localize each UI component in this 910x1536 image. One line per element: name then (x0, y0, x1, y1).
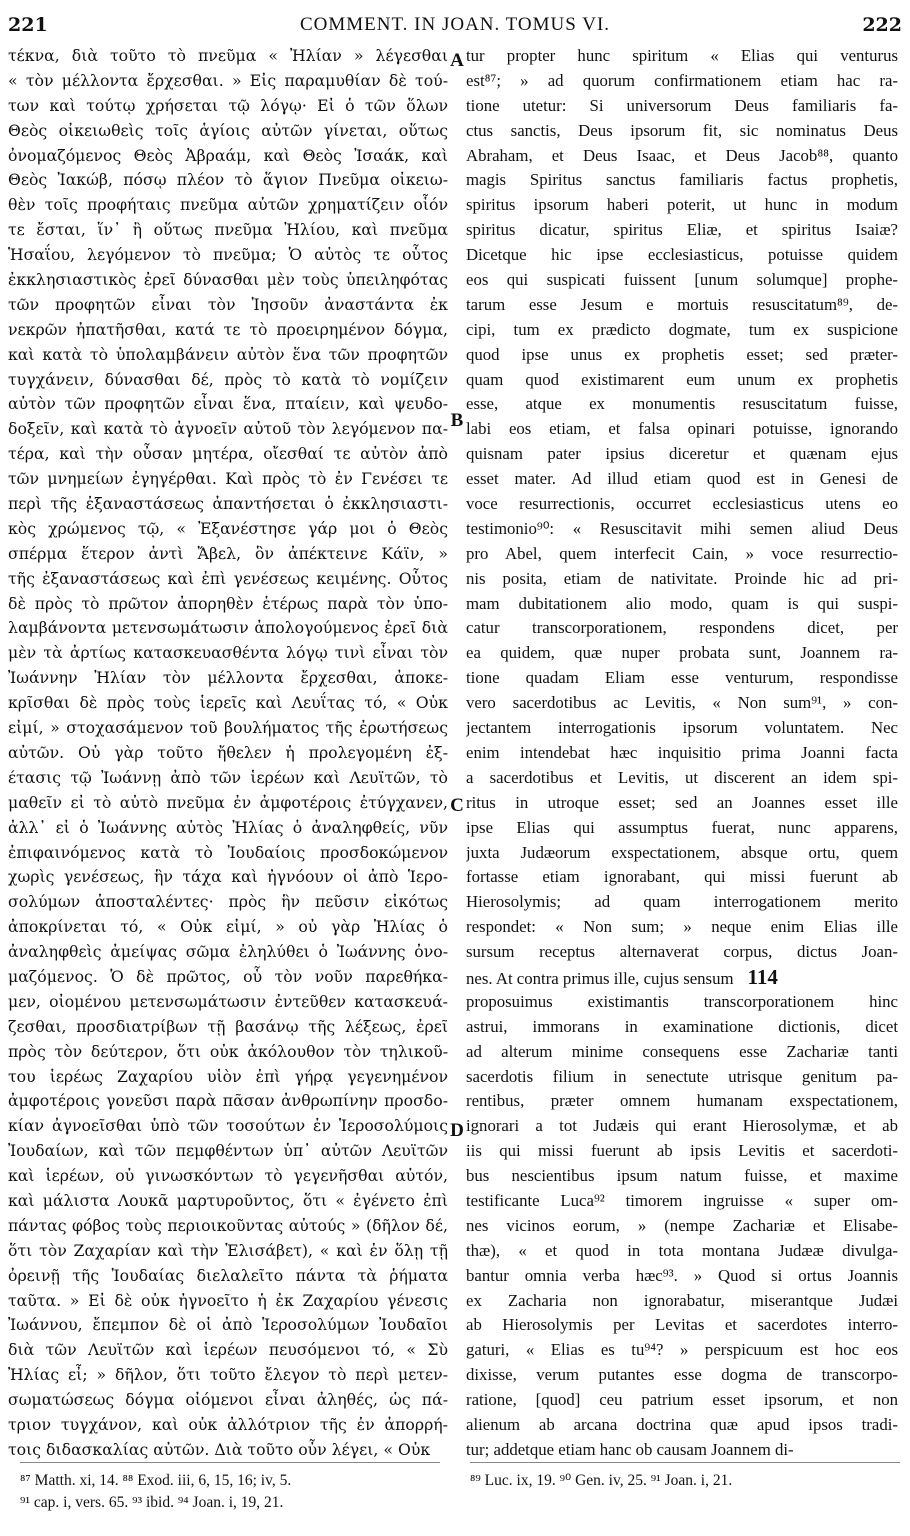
margin-letter-c: C (450, 795, 464, 816)
text-line: ἐπιφαινόμενος κατὰ τὸ Ἰουδαίοις προσδοκώμενον (8, 842, 448, 862)
text-line: iis qui missi fuerunt ab ipsis Levitis et sacerdoti- (466, 1141, 898, 1161)
latin-column (466, 44, 898, 1463)
text-line: tione utetur: Si universorum Deus familiaris fa- (466, 95, 898, 115)
footnote-line: ⁸⁹ Luc. ix, 19. ⁹⁰ Gen. iv, 25. ⁹¹ Joan. i, 21. (470, 1472, 733, 1489)
text-line: Dicetque hic ipse ecclesiasticus, potuisse quidem (466, 245, 898, 265)
page-number-left: 221 (8, 14, 48, 36)
text-line: ritus in utroque esset; sed an Joannes esset ille (466, 792, 898, 812)
text-line: των καὶ τούτῳ χρήσεται τῷ λόγῳ· Εἰ ὁ τῶν ὅλων (8, 95, 448, 115)
column-number: 114 (747, 964, 778, 989)
text-line: τέκνα, διὰ τοῦτο τὸ πνεῦμα « Ἠλίαν » λέγεσθαι (8, 46, 448, 65)
margin-letter-b: B (450, 410, 464, 431)
text-line: quod ipse unus ex prophetis esset; sed præter- (466, 344, 898, 364)
text-line: Hierosolymis; ad quam interrogationem merito (466, 892, 898, 912)
text-line: nes. At contra primus ille, cujus sensum 114 (466, 964, 778, 989)
text-line: cipi, tum ex prædicto dogmate, tum ex suspicione (466, 319, 898, 339)
text-line: « τὸν μέλλοντα ἔρχεσθαι. » Εἰς παραμυθίαν δὲ τού- (8, 70, 448, 90)
text-line: ab Hierosolymis per Levitas et sacerdotes interro- (466, 1315, 898, 1335)
text-line: esse, atque ex monumentis resuscitatum fuisse, (466, 394, 898, 414)
text-line: μεν, οἰομένου μετενσωμάτωσιν ἐντεῦθεν κατασκευά- (8, 991, 448, 1011)
text-line: σολύμων ἀποσταλέντες· πρὸς ἣν πεῦσιν εἰκότως (8, 892, 448, 912)
text-line: catur transcorporationem, respondens dicet, per (466, 618, 898, 638)
text-line: bantur omnia verba hæc⁹³. » Quod si ortus Joannis (466, 1265, 898, 1285)
text-line: tur; addetque etiam hanc ob causam Joannem di- (466, 1439, 794, 1459)
text-line: tur propter hunc spiritum « Elias qui venturus (466, 46, 898, 65)
text-line: τοις διδασκαλίας αὐτῶν. Διὰ τοῦτο οὖν λέγει, « Οὐκ (8, 1439, 431, 1459)
text-line: sacerdotis filium in senectute utrisque genitum pa- (466, 1066, 898, 1086)
text-line: κὸς χρώμενος τῷ, « Ἐξανέστησε γάρ μοι ὁ Θεὸς (8, 518, 448, 538)
text-line: labi eos etiam, et falsa opinari potuisse, ignorando (466, 419, 898, 439)
text-line: bus nescientibus ipsum natum fuisse, et maxime (466, 1166, 898, 1186)
text-line: ex Zacharia non ignorabatur, miserantque Judæi (466, 1290, 898, 1310)
text-line: nes vicinos eorum, » (nempe Zachariæ et Elisabe- (466, 1215, 898, 1235)
text-line: ratione, [quod] ceu patrium esset ipsorum, et non (466, 1390, 898, 1410)
text-line: ἀλλ᾽ εἰ ὁ Ἰωάννης αὐτὸς Ἠλίας ὁ ἀναληφθείς, νῦν (8, 817, 448, 837)
text-line: αὐτὸν τῶν προφητῶν εἶναι ἕνα, πταίειν, καὶ ψευδο- (8, 394, 448, 414)
text-line: vero sacerdotibus ac Levitis, « Non sum⁹¹, » con- (466, 693, 898, 713)
text-line: pro Abel, quem interfecit Cain, » voce resurrectio- (466, 543, 898, 563)
text-line: ctus sanctis, Deus ipsorum fit, sic nominatus Deus (466, 120, 898, 140)
text-line: πρὸς τὸν δεύτερον, ὅτι οὐκ ἀκόλουθον τὸν τηλικοῦ- (8, 1041, 448, 1061)
page-header (0, 0, 910, 50)
footnote-rule-left (20, 1462, 440, 1463)
text-line: nis posita, etiam de nativitate. Proinde hic ad pri- (466, 568, 898, 588)
text-line: Ἰουδαίων, καὶ τῶν πεμφθέντων ὑπ᾽ αὐτῶν Λευϊτῶν (8, 1141, 448, 1161)
text-line: δὲ πρὸς τὸ πρῶτον ἀπορηθὲν ἑτέρως παρὰ τὸν ὑπο- (8, 593, 448, 613)
text-line: ad alterum minime consequens esse Zachariæ tanti (466, 1041, 898, 1061)
margin-letter-a: A (450, 50, 464, 71)
text-line: χωρὶς γενέσεως, ἣν τάχα καὶ ἠγνόουν οἱ ἀπὸ Ἱερο- (8, 867, 448, 887)
text-line: του ἱερέως Ζαχαρίου υἱὸν ἐπὶ γήρᾳ γεγενημένον (8, 1066, 448, 1086)
page-number-right: 222 (862, 14, 902, 36)
text-line: Ἰωάννου, ἔπεμπον δὲ οἱ ἀπὸ Ἱεροσολύμων Ἰουδαῖοι (8, 1315, 448, 1335)
text-line: Abraham, et Deus Isaac, et Deus Jacob⁸⁸, quanto (466, 145, 898, 165)
text-line: Θεὸς οἰκειωθεὶς τοῖς ἁγίοις αὐτῶν γίνεται, οὕτως (8, 120, 448, 140)
text-line: Θεὸς Ἰακώβ, πόσῳ πλέον τὸ ἅγιον Πνεῦμα οἰκειω- (8, 170, 448, 190)
text-line: νεκρῶν ἠπατῆσθαι, κατά τε τὸ προειρημένον δόγμα, (8, 319, 448, 339)
text-line: ea quidem, quæ nuper probata sunt, Joannem ra- (466, 643, 898, 663)
text-line: testificante Luca⁹² timorem ingruisse « super om- (466, 1190, 898, 1210)
text-line: ἀμφοτέροις γονεῦσι παρὰ πᾶσαν ἀνθρωπίνην προσδο- (8, 1091, 448, 1111)
text-line: eos qui suspicati fuissent [unum solumque] prophe- (466, 270, 898, 290)
footnotes-left (20, 1470, 440, 1514)
footnotes-right (470, 1470, 900, 1492)
text-line: έτασις τῷ Ἰωάννῃ ἀπὸ τῶν ἱερέων καὶ Λευϊτῶν, τὸ (8, 767, 448, 787)
text-line: esset mater. Ad illud etiam quod est in Genesi de (466, 469, 898, 489)
text-line: λαμβάνοντα μετενσωμάτωσιν ἀπολογούμενος ἐρεῖ διὰ (8, 618, 448, 638)
text-line: ἐκκλησιαστικὸς ἐρεῖ δύνασθαι μὲν τοὺς ὑπειληφότας (8, 270, 448, 290)
text-line: εἰμί, » στοχασάμενον τοῦ βουλήματος τῆς ἐρωτήσεως (8, 718, 448, 738)
text-line: tione quadam Eliam esse venturum, respondisse (466, 668, 898, 688)
text-line: a sacerdotibus et Levitis, ut discerent an idem spi- (466, 767, 898, 787)
text-line: τῶν μνημείων ἐγηγέρθαι. Καὶ πρὸς τὸ ἐν Γενέσει τε (8, 469, 448, 489)
text-line: sursum receptus alternaverat corpus, dictus Joan- (466, 942, 898, 962)
greek-column (8, 44, 448, 1463)
footnote-line: ⁸⁷ Matth. xi, 14. ⁸⁸ Exod. iii, 6, 15, 16; iv, 5. (20, 1472, 292, 1489)
text-line: testimonio⁹⁰: « Resuscitavit mihi semen aliud Deus (466, 518, 898, 538)
text-line: astrui, immorans in examinatione dictionis, dicet (466, 1016, 898, 1036)
margin-letter-d: D (450, 1120, 464, 1141)
text-line: Ἡσαΐου, λεγόμενον τὸ πνεῦμα; Ὁ αὐτὸς τε οὗτος (8, 245, 448, 265)
text-line: ζεσθαι, προσδιατρίβων τῇ βασάνῳ τῆς λέξεως, ἐρεῖ (8, 1016, 448, 1036)
text-line: spiritus dicatur, spiritus Eliæ, et spiritus Isaiæ? (466, 220, 898, 240)
text-line: mam dubitationem alio modo, quam is qui suspi- (466, 593, 898, 613)
text-line: alienum ab arcana doctrina quæ apud ipsos tradi- (466, 1414, 898, 1434)
text-line: περὶ τῆς ἐξαναστάσεως ἀπαντήσεται ὁ ἐκκλησιαστι- (8, 494, 448, 514)
text-line: πάντας φόβος τοὺς περιοικοῦντας αὐτούς » (δῆλον δέ, (8, 1215, 448, 1235)
text-line: juxta Judæorum exspectationem, absque ortu, quem (466, 842, 898, 862)
text-line: μαζόμενος. Ὁ δὲ πρῶτος, οὗ τὸν νοῦν παρεθήκα- (8, 966, 448, 986)
text-line: δοξεῖν, καὶ κατὰ τὸ ἀγνοεῖν αὐτοῦ τὸν λεγόμενον πα- (8, 419, 448, 439)
text-line: διὰ τῶν Λευϊτῶν καὶ ἱερέων πευσόμενοι τό, « Σὺ (8, 1340, 448, 1360)
text-line: ὅτι τὸν Ζαχαρίαν καὶ τὴν Ἐλισάβετ), « καὶ ἐν ὅλῃ τῇ (8, 1240, 448, 1260)
text-line: dixisse, verum putantes esse dogma de transcorpo- (466, 1365, 898, 1385)
text-line: quisnam pater ipsius diceretur et quænam ejus (466, 444, 898, 464)
footnote-line: ⁹¹ cap. i, vers. 65. ⁹³ ibid. ⁹⁴ Joan. i, 19, 21. (20, 1494, 284, 1511)
text-line: rentibus, præter omnem humanam exspectationem, (466, 1091, 898, 1111)
text-line: tarum esse Jesum e mortuis resuscitatum⁸⁹, de- (466, 294, 898, 314)
text-line: καὶ μάλιστα Λουκᾶ μαρτυροῦντος, ὅτι « ἐγένετο ἐπὶ (8, 1190, 448, 1210)
text-line: respondet: « Non sum; » neque enim Elias ille (466, 917, 898, 937)
text-line: κρῖσθαι δὲ πρὸς τοὺς ἱερεῖς καὶ Λευΐτας τό, « Οὐκ (8, 693, 448, 713)
text-line: αὐτῶν. Οὐ γὰρ τοῦτο ἤθελεν ἡ προλεγομένη ἐξ- (8, 742, 448, 762)
text-line: τε ἔσται, ἵν᾽ ἢ οὕτως πνεῦμα Ἠλίου, καὶ πνεῦμα (8, 220, 448, 240)
text-line: ἀναληφθεὶς ἀμείψας σῶμα ἐληλύθει ὁ Ἰωάννης ὀνο- (8, 942, 448, 962)
text-line: τριον τυγχάνον, καὶ οὐκ ἀλλότριον τῆς ἐν ἀπορρή- (8, 1414, 448, 1434)
text-line: τῶν προφητῶν εἶναι τὸν Ἰησοῦν ἀναστάντα ἐκ (8, 294, 448, 314)
text-line: proposuimus existimantis transcorporationem hinc (466, 991, 898, 1011)
text-line: κίαν ἀγνοεῖσθαι ὑπὸ τῶν τοσούτων ἐν Ἱεροσολύμοις (8, 1116, 448, 1136)
text-line: τῆς ἐξαναστάσεως καὶ ἐπὶ γενέσεως κειμένης. Οὗτος (8, 568, 448, 588)
text-line: enim intendebat hæc inquisitio prima Joanni facta (466, 742, 898, 762)
text-line: ὀνομαζόμενος Θεὸς Ἀβραάμ, καὶ Θεὸς Ἰσαάκ, καὶ (8, 145, 448, 165)
text-line: τέρα, καὶ τὴν οὖσαν μητέρα, οἴεσθαί τε αὐτὸν ἀπὸ (8, 444, 448, 464)
text-line: μὲν τὰ ἀρτίως κατασκευασθέντα λόγῳ τινὶ εἶναι τὸν (8, 643, 448, 663)
text-line: Ἰωάννην Ἠλίαν τὸν μέλλοντα ἔρχεσθαι, ἀποκε- (8, 668, 448, 688)
text-line: est⁸⁷; » ad quorum confirmationem etiam hac ra- (466, 70, 898, 90)
text-line: magis Spiritus sanctus familiaris factus prophetis, (466, 170, 898, 190)
text-line: spiritus ipsorum haberi poterit, ut hunc in modum (466, 195, 898, 215)
text-line: καὶ κατὰ τὸ ὑπολαμβάνειν αὐτὸν ἕνα τῶν προφητῶν (8, 344, 448, 364)
text-line: fortasse etiam ignorabant, qui missi fuerunt ab (466, 867, 898, 887)
text-line: ταῦτα. » Εἰ δὲ οὐκ ἠγνοεῖτο ἡ ἐκ Ζαχαρίου γένεσις (8, 1290, 448, 1310)
text-line: ὀρεινῇ τῆς Ἰουδαίας διελαλεῖτο πάντα τὰ ῥήματα (8, 1265, 448, 1285)
text-line: ipse Elias qui assumptus fuerat, nunc apparens, (466, 817, 898, 837)
text-line: ignorari a tot Judæis qui erant Hierosolymæ, et ab (466, 1116, 898, 1136)
running-title: COMMENT. IN JOAN. TOMUS VI. (299, 14, 611, 35)
text-line: σωματώσεως δόγμα οἰόμενοι εἶναι ἀληθές, ὡς πά- (8, 1390, 448, 1410)
text-line: σπέρμα ἕτερον ἀντὶ Ἄβελ, ὃν ἀπέκτεινε Κάϊν, » (8, 543, 448, 563)
footnote-rule-right (470, 1462, 900, 1463)
text-line: quam quod existimarent eum unum ex prophetis (466, 369, 898, 389)
text-line: gaturi, « Elias es tu⁹⁴? » perspicuum est hoc eos (466, 1340, 898, 1360)
text-line: voce resurrectionis, occurret ecclesiasticus utens eo (466, 494, 898, 514)
text-line: thæ), « et quod in tota montana Judææ divulga- (466, 1240, 898, 1260)
text-line: μαθεῖν εἰ τὸ αὐτὸ πνεῦμα ἐν ἀμφοτέροις ἐτύγχανεν, (8, 792, 448, 812)
text-line: τυγχάνειν, δύνασθαι δέ, πρὸς τὸ κατὰ τὸ νομίζειν (8, 369, 448, 389)
text-line: jectantem interrogationis ipsorum voluntatem. Nec (466, 718, 898, 738)
text-line: θὲν τοῖς προφήταις πνεῦμα αὐτῶν χρηματίζειν οἷόν (8, 195, 448, 215)
text-line: καὶ ἱερέων, οὐ γινωσκόντων τὸ γεγενῆσθαι αὐτόν, (8, 1166, 448, 1186)
text-line: ἀποκρίνεται τό, « Οὐκ εἰμί, » οὐ γὰρ Ἠλίας ὁ (8, 917, 448, 937)
text-line: Ἠλίας εἶ; » δῆλον, ὅτι τοῦτο ἔλεγον τὸ περὶ μετεν- (8, 1365, 448, 1385)
